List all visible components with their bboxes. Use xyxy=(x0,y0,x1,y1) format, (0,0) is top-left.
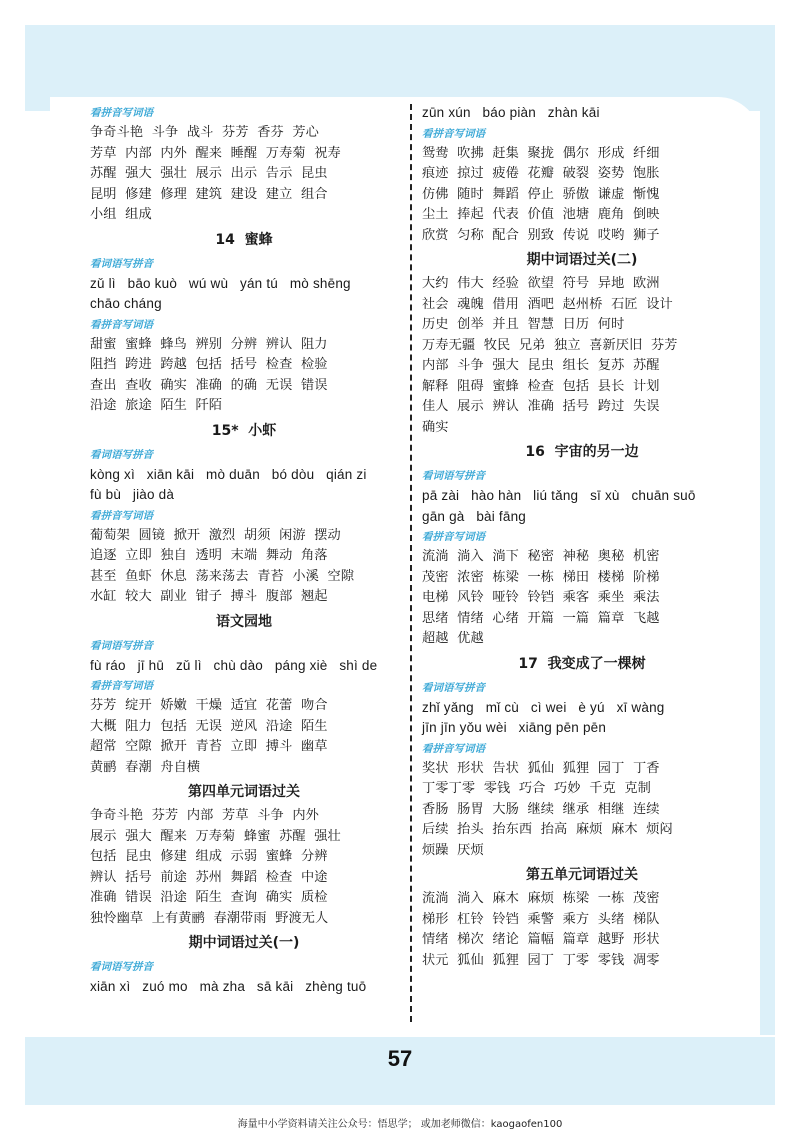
exercise-label: 看拼音写词语 xyxy=(422,531,485,543)
pinyin-line: chāo cháng xyxy=(90,296,162,311)
word-line: 梯形 杠铃 铃铛 乘警 乘方 头绪 梯队 xyxy=(422,911,660,927)
exercise-label: 看词语写拼音 xyxy=(90,961,153,973)
word-line: 辨认 括号 前途 苏州 舞蹈 检查 中途 xyxy=(90,869,328,885)
word-line: 解释 阻碍 蜜蜂 检查 包括 县长 计划 xyxy=(422,378,660,394)
word-line: 鸳鸯 吹拂 赶集 聚拢 偶尔 形成 纤细 xyxy=(422,145,660,161)
pinyin-line: zǔ lì bāo kuò wú wù yán tú mò shēng xyxy=(90,275,351,291)
section-heading: 语文园地 xyxy=(216,613,272,630)
word-line: 状元 狐仙 狐狸 园丁 丁零 零钱 凋零 xyxy=(422,952,660,968)
exercise-label: 看词语写拼音 xyxy=(422,681,485,694)
word-line: 争奇斗艳 芬芳 内部 芳草 斗争 内外 xyxy=(90,808,319,823)
word-line: 追逐 立即 独自 透明 末端 舞动 角落 xyxy=(90,548,328,563)
exercise-label: 看词语写拼音 xyxy=(90,639,153,652)
exercise-label: 看词语写拼音 xyxy=(90,448,153,461)
pinyin-line: jīn jīn yǒu wèi xiāng pēn pēn xyxy=(422,720,607,735)
word-line: 水缸 较大 副业 钳子 搏斗 腹部 翘起 xyxy=(90,589,328,604)
pinyin-line: zhǐ yǎng mǐ cù cì wei è yú xī wàng xyxy=(422,699,665,715)
word-line: 昆明 修建 修理 建筑 建设 建立 组合 xyxy=(90,186,328,202)
word-line: 沿途 旅途 陌生 阡陌 xyxy=(90,398,223,413)
left-column xyxy=(90,103,398,998)
word-line: 黄鹂 春潮 舟自横 xyxy=(90,759,201,775)
word-line: 确实 xyxy=(422,419,449,435)
word-line: 尘土 捧起 代表 价值 池塘 鹿角 倒映 xyxy=(422,207,660,222)
word-line: 仿佛 随时 舞蹈 停止 骄傲 谦虚 惭愧 xyxy=(422,186,660,202)
word-line: 内部 斗争 强大 昆虫 组长 复苏 苏醒 xyxy=(422,358,660,373)
right-band xyxy=(760,25,775,1035)
section-heading: 16 宇宙的另一边 xyxy=(525,444,639,460)
right-column xyxy=(422,103,742,971)
word-line: 社会 魂魄 借用 酒吧 赵州桥 石匠 设计 xyxy=(422,296,673,312)
word-line: 大约 伟大 经验 欲望 符号 异地 欧洲 xyxy=(422,276,660,291)
word-line: 痕迹 掠过 疲倦 花瓣 破裂 姿势 饱胀 xyxy=(422,166,660,181)
exercise-label: 看词语写拼音 xyxy=(90,257,153,270)
word-line: 包括 昆虫 修建 组成 示弱 蜜蜂 分辨 xyxy=(90,849,328,864)
word-line: 超常 空隙 掀开 青苔 立即 搏斗 幽草 xyxy=(90,739,328,754)
word-line: 独怜幽草 上有黄鹂 春潮带雨 野渡无人 xyxy=(90,910,329,926)
pinyin-line: kòng xì xiān kāi mò duān bó dòu qián zi xyxy=(90,466,367,482)
pinyin-line: fù bù jiào dà xyxy=(90,487,175,502)
exercise-label: 看拼音写词语 xyxy=(90,509,153,522)
section-heading: 17 我变成了一棵树 xyxy=(518,655,646,672)
pinyin-line: gān gà bài fāng xyxy=(422,508,526,524)
word-line: 葡萄架 圆镜 掀开 激烈 胡须 闲游 摆动 xyxy=(90,527,341,543)
word-line: 阻挡 跨进 跨越 包括 括号 检查 检验 xyxy=(90,357,328,372)
word-line: 茂密 浓密 栋梁 一栋 梯田 楼梯 阶梯 xyxy=(422,569,660,585)
word-line: 奖状 形状 告状 狐仙 狐狸 园丁 丁香 xyxy=(422,760,660,776)
word-line: 欣赏 匀称 配合 别致 传说 哎哟 狮子 xyxy=(422,227,660,243)
word-line: 争奇斗艳 斗争 战斗 芬芳 香芬 芳心 xyxy=(90,125,319,140)
word-line: 万寿无疆 牧民 兄弟 独立 喜新厌旧 芬芳 xyxy=(422,337,678,353)
exercise-label: 看拼音写词语 xyxy=(422,127,485,140)
page-number: 57 xyxy=(387,1046,413,1071)
section-heading: 14 蜜蜂 xyxy=(215,231,273,248)
word-line: 小组 组成 xyxy=(90,207,152,222)
word-line: 查出 查收 确实 准确 的确 无误 错误 xyxy=(90,377,328,393)
word-line: 后续 抬头 抬东西 抬高 麻烦 麻木 烦闷 xyxy=(422,822,673,837)
word-line: 流淌 淌入 淌下 秘密 神秘 奥秘 机密 xyxy=(422,549,660,564)
word-line: 思绪 情绪 心绪 开篇 一篇 篇章 飞越 xyxy=(422,610,660,626)
word-line: 香肠 肠胃 大肠 继续 继承 相继 连续 xyxy=(422,801,660,817)
exercise-label: 看拼音写词语 xyxy=(90,318,153,331)
word-line: 情绪 梯次 绪论 篇幅 篇章 越野 形状 xyxy=(422,932,660,947)
section-heading: 15* 小虾 xyxy=(211,422,277,439)
exercise-label: 看词语写拼音 xyxy=(422,470,485,482)
column-divider xyxy=(410,104,412,1022)
word-line: 超越 优越 xyxy=(422,631,484,646)
word-line: 苏醒 强大 强壮 展示 出示 告示 昆虫 xyxy=(90,166,328,181)
word-line: 烦躁 厌烦 xyxy=(422,842,484,858)
word-line: 甜蜜 蜜蜂 蜂鸟 辨别 分辨 辨认 阻力 xyxy=(90,336,328,352)
exercise-label: 看拼音写词语 xyxy=(422,742,485,755)
section-heading: 期中词语过关(二) xyxy=(526,252,638,268)
word-line: 大概 阻力 包括 无误 逆风 沿途 陌生 xyxy=(90,718,328,734)
word-line: 历史 创举 并且 智慧 日历 何时 xyxy=(422,317,625,332)
section-heading: 第五单元词语过关 xyxy=(526,867,638,883)
word-line: 展示 强大 醒来 万寿菊 蜂蜜 苏醒 强壮 xyxy=(90,828,341,844)
word-line: 芬芳 绽开 娇嫩 干燥 适宜 花蕾 吻合 xyxy=(90,698,328,713)
footer-note: 海量中小学资料请关注公众号：悟思学； 或加老师微信：kaogaofen100 xyxy=(237,1119,563,1130)
word-line: 电梯 风铃 哑铃 铃铛 乘客 乘坐 乘法 xyxy=(422,590,660,605)
exercise-label: 看拼音写词语 xyxy=(90,107,153,119)
word-line: 芳草 内部 内外 醒来 睡醒 万寿菊 祝寿 xyxy=(90,145,341,161)
word-line: 佳人 展示 辨认 准确 括号 跨过 失误 xyxy=(422,399,660,414)
pinyin-line: xiān xì zuó mo mà zha sā kāi zhèng tuō xyxy=(90,979,367,994)
pinyin-line: zūn xún báo piàn zhàn kāi xyxy=(422,105,600,120)
pinyin-line: pā zài hào hàn liú tǎng sī xù chuān suō xyxy=(422,488,696,503)
pinyin-line: fù ráo jī hū zǔ lì chù dào páng xiè shì de xyxy=(90,657,378,673)
word-line: 准确 错误 沿途 陌生 查询 确实 质检 xyxy=(90,890,328,905)
exercise-label: 看拼音写词语 xyxy=(90,680,153,692)
word-line: 流淌 淌入 麻木 麻烦 栋梁 一栋 茂密 xyxy=(422,891,660,906)
section-heading: 期中词语过关(一) xyxy=(188,935,300,951)
word-line: 丁零丁零 零钱 巧合 巧妙 千克 克制 xyxy=(422,781,651,796)
word-line: 甚至 鱼虾 休息 荡来荡去 青苔 小溪 空隙 xyxy=(90,568,355,584)
section-heading: 第四单元词语过关 xyxy=(188,784,300,800)
